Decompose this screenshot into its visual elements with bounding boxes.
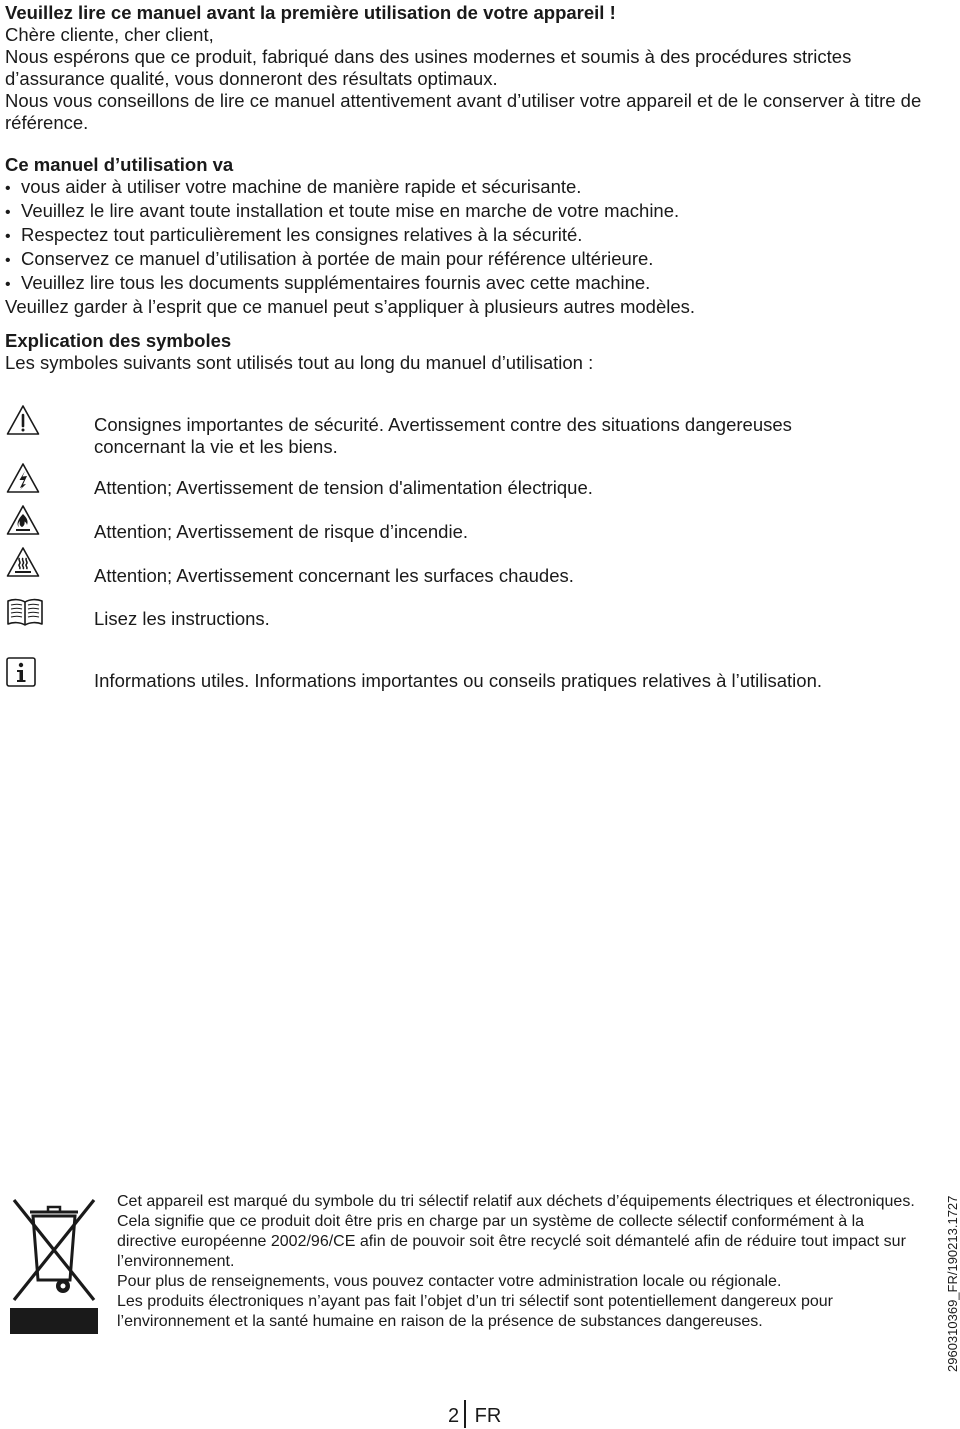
symbol-description: Informations utiles. Informations importantes ou conseils pratiques relatives à l’utilisation. <box>94 670 823 691</box>
intro-section <box>5 2 950 134</box>
list-item: • Veuillez lire tous les documents supplémentaires fournis avec cette machine. <box>5 272 950 296</box>
list-item: • vous aider à utiliser votre machine de manière rapide et sécurisante. <box>5 176 950 200</box>
hot-surface-icon <box>6 546 40 580</box>
symbols-section-header <box>5 330 950 374</box>
symbols-section-title: Explication des symboles <box>5 330 232 351</box>
footer-divider <box>464 1400 466 1428</box>
warning-icon <box>6 404 40 438</box>
page-title: Veuillez lire ce manuel avant la première utilisation de votre appareil ! <box>5 2 616 23</box>
manual-section <box>5 154 950 318</box>
fire-hazard-icon <box>6 504 40 538</box>
weee-paragraph-2: Cela signifie que ce produit doit être pris en charge par un système de collecte sélectif conformément à la directive européenne 2002/96/CE afin de pouvoir soit être recyclé soit démantelé afin de réduire tout impact sur l’environnement. <box>117 1213 906 1270</box>
manual-bullet-list <box>5 176 950 296</box>
list-item: • Veuillez le lire avant toute installation et toute mise en marche de votre machine. <box>5 200 950 224</box>
crossed-out-bin-icon <box>8 1192 100 1336</box>
manual-section-title: Ce manuel d’utilisation va <box>5 154 234 175</box>
symbol-description: Attention; Avertissement de risque d’incendie. <box>94 521 468 542</box>
symbols-section-subtitle: Les symboles suivants sont utilisés tout au long du manuel d’utilisation : <box>5 352 594 373</box>
document-reference: 2960310369_FR/190213.1727 <box>945 1195 960 1372</box>
info-icon <box>6 657 40 691</box>
greeting: Chère cliente, cher client, <box>5 24 214 45</box>
page-footer <box>448 1400 501 1429</box>
intro-paragraph-2: Nous vous conseillons de lire ce manuel attentivement avant d’utiliser votre appareil et de le conserver à titre de référence. <box>5 90 922 133</box>
weee-paragraph-3: Pour plus de renseignements, vous pouvez contacter votre administration locale ou régionale. <box>117 1273 782 1290</box>
language-code: FR <box>474 1405 502 1427</box>
list-item: • Conservez ce manuel d’utilisation à portée de main pour référence ultérieure. <box>5 248 950 272</box>
weee-paragraph-1: Cet appareil est marqué du symbole du tri sélectif relatif aux déchets d’équipements électriques et électroniques. <box>117 1193 915 1210</box>
symbol-description: Attention; Avertissement de tension d'alimentation électrique. <box>94 477 593 498</box>
symbol-description: Consignes importantes de sécurité. Avertissement contre des situations dangereuses concernant la vie et les biens. <box>94 414 792 457</box>
symbol-description: Lisez les instructions. <box>94 608 270 629</box>
manual-section-note: Veuillez garder à l’esprit que ce manuel peut s’appliquer à plusieurs autres modèles. <box>5 296 696 317</box>
weee-section <box>117 1192 927 1332</box>
page-number: 2 <box>448 1405 460 1427</box>
symbol-description: Attention; Avertissement concernant les surfaces chaudes. <box>94 565 574 586</box>
weee-paragraph-4: Les produits électroniques n’ayant pas fait l’objet d’un tri sélectif sont potentiellement dangereux pour l’environnement et la santé humaine en raison de la présence de substances dangereuses. <box>117 1293 833 1330</box>
read-instructions-icon <box>6 596 40 630</box>
electric-shock-icon <box>6 462 40 496</box>
intro-paragraph-1: Nous espérons que ce produit, fabriqué dans des usines modernes et soumis à des procédures strictes d’assurance qualité, vous donneront des résultats optimaux. <box>5 46 852 89</box>
list-item: • Respectez tout particulièrement les consignes relatives à la sécurité. <box>5 224 950 248</box>
